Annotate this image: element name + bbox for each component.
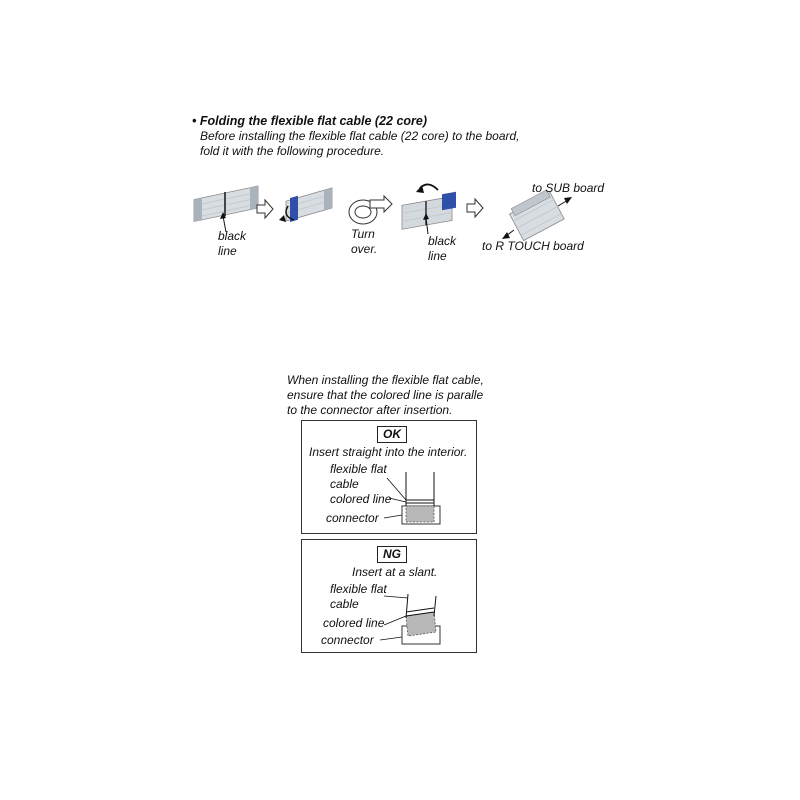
cable-step2-illustration xyxy=(276,186,336,231)
intro-line-1: Before installing the flexible flat cable (22 core) to the board, xyxy=(200,129,520,143)
installation-note: When installing the flexible flat cable, ensure that the colored line is paralle to the connector after insertion. xyxy=(287,373,484,417)
ng-tag: NG xyxy=(377,546,407,563)
intro-line-2: fold it with the following procedure. xyxy=(200,144,385,158)
to-sub-label: to SUB board xyxy=(532,181,605,195)
ng-instruction: Insert at a slant. xyxy=(352,565,438,579)
arrow-right-outline-icon xyxy=(256,199,274,219)
ok-tag: OK xyxy=(377,426,407,443)
ng-connector-label: connector xyxy=(321,633,374,647)
to-rtouch-label: to R TOUCH board xyxy=(482,239,584,253)
arrow-right-outline-icon xyxy=(466,198,484,218)
ok-diagram xyxy=(388,462,458,532)
direction-arrow-icon xyxy=(502,232,510,239)
turn-over-label: Turn over. xyxy=(351,227,378,256)
ng-diagram xyxy=(388,582,458,652)
step4-label: black line xyxy=(428,234,457,263)
ng-cable-label: flexible flat cable xyxy=(330,582,387,611)
turn-over-icon xyxy=(346,196,394,230)
section-heading xyxy=(192,114,427,128)
direction-arrow-icon xyxy=(564,197,572,204)
ok-connector-label: connector xyxy=(326,511,379,525)
ok-cable-label: flexible flat cable xyxy=(330,462,387,491)
intro-text xyxy=(200,129,520,159)
section-title: Folding the flexible flat cable (22 core) xyxy=(199,114,428,128)
ng-colored-label: colored line xyxy=(323,616,385,630)
bullet: • xyxy=(192,114,197,128)
step1-label: black line xyxy=(218,229,247,258)
ok-colored-label: colored line xyxy=(330,492,392,506)
ok-instruction: Insert straight into the interior. xyxy=(309,445,468,459)
